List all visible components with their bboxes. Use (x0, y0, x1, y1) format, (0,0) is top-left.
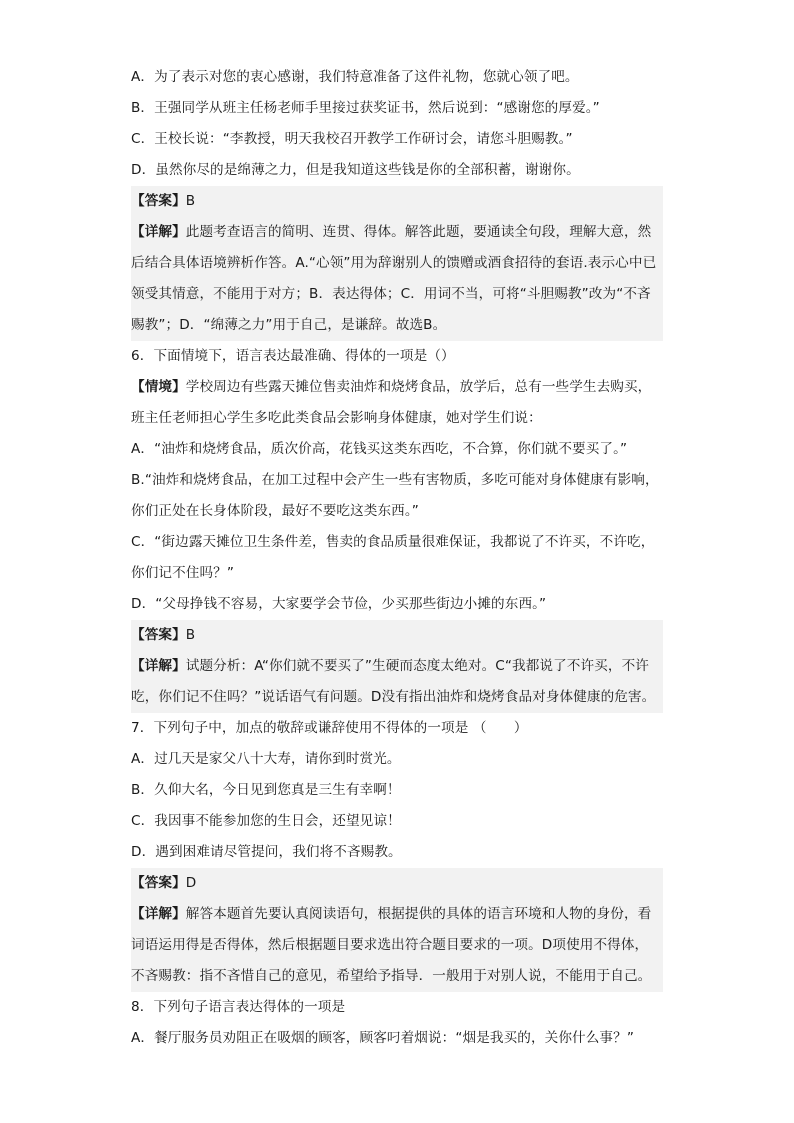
q7-explain-line (131, 899, 663, 930)
explain-text: 此题考查语言的简明、连贯、得体。解答此题，要通读全句段，理解大意，然 (185, 224, 652, 240)
q5-option-d: D．虽然你尽的是绵薄之力，但是我知道这些钱是你的全部积蓄，谢谢你。 (131, 162, 580, 178)
document-content (131, 62, 663, 1054)
q6-answer-block (131, 620, 663, 713)
q7-stem: 7．下列句子中，加点的敬辞或谦辞使用不得体的一项是 （ ） (131, 720, 528, 736)
answer-tag: 【答案】 (131, 627, 186, 643)
q6-explain-line: 吃，你们记不住吗？”说话语气有问题。D没有指出油炸和烧烤食品对身体健康的危害。 (131, 689, 656, 705)
q5-option-c: C．王校长说：“李教授，明天我校召开教学工作研讨会，请您斗胆赐教。” (131, 131, 573, 147)
explain-tag: 【详解】 (131, 658, 186, 674)
q5-answer (131, 186, 663, 217)
answer-value: D (185, 875, 197, 891)
q6-option-b: B.“油炸和烧烤食品，在加工过程中会产生一些有害物质，多吃可能对身体健康有影响， (131, 472, 659, 488)
context-text: 学校周边有些露天摊位售卖油炸和烧烤食品，放学后，总有一些学生去购买， (185, 379, 652, 395)
q5-answer-block (131, 186, 663, 341)
q5-explain-line: 后结合具体语境辨析作答。A.“心领”用为辞谢别人的馈赠或酒食招待的套语.表示心中已 (131, 255, 657, 271)
q8-option-a: A．餐厅服务员劝阻正在吸烟的顾客，顾客叼着烟说：“烟是我买的，关你什么事？” (131, 1030, 634, 1046)
q5-option-b: B．王强同学从班主任杨老师手里接过获奖证书，然后说到：“感谢您的厚爱。” (131, 100, 600, 116)
answer-value: B (185, 193, 196, 209)
context-tag: 【情境】 (131, 379, 186, 395)
q6-stem: 6．下面情境下，语言表达最准确、得体的一项是（） (131, 348, 455, 364)
q6-option-c-cont: 你们记不住吗？” (131, 565, 234, 581)
q6-option-b-cont: 你们正处在长身体阶段，最好不要吃这类东西。” (131, 503, 419, 519)
q6-option-d: D．“父母挣钱不容易，大家要学会节俭，少买那些街边小摊的东西。” (131, 596, 547, 612)
q7-explain-line: 不吝赐教：指不吝惜自己的意见，希望给予指导．一般用于对别人说，不能用于自己。 (131, 968, 652, 984)
q6-context (131, 372, 663, 403)
explain-text: 解答本题首先要认真阅读语句，根据提供的具体的语言环境和人物的身份，看 (185, 906, 652, 922)
explain-tag: 【详解】 (131, 906, 186, 922)
explain-tag: 【详解】 (131, 224, 186, 240)
q6-option-a: A．“油炸和烧烤食品，质次价高，花钱买这类东西吃，不合算，你们就不要买了。” (131, 441, 628, 457)
q5-option-a: A．为了表示对您的衷心感谢，我们特意准备了这件礼物，您就心领了吧。 (131, 69, 579, 85)
q7-option-c: C．我因事不能参加您的生日会，还望见谅！ (131, 813, 401, 829)
q7-option-b: B．久仰大名，今日见到您真是三生有幸啊！ (131, 782, 401, 798)
q7-option-d: D．遇到困难请尽管提问，我们将不吝赐教。 (131, 844, 402, 860)
q7-answer-block (131, 868, 663, 992)
q5-explain-line: 赐教”；D．“绵薄之力”用于自己，是谦辞。故选B。 (131, 317, 447, 333)
q5-explain-line: 领受其情意，不能用于对方；B．表达得体；C．用词不当，可将“斗胆赐教”改为“不吝 (131, 286, 651, 302)
q6-answer (131, 620, 663, 651)
q6-context: 班主任老师担心学生多吃此类食品会影响身体健康，她对学生们说： (131, 410, 542, 426)
explain-text: 试题分析：A“你们就不要买了”生硬而态度太绝对。C“我都说了不许买，不许 (185, 658, 649, 674)
q5-explain-line (131, 217, 663, 248)
q7-option-a: A．过几天是家父八十大寿，请你到时赏光。 (131, 751, 401, 767)
answer-tag: 【答案】 (131, 193, 186, 209)
answer-tag: 【答案】 (131, 875, 186, 891)
q7-answer (131, 868, 663, 899)
q6-option-c: C．“街边露天摊位卫生条件差，售卖的食品质量很难保证，我都说了不许买，不许吃， (131, 534, 655, 550)
answer-value: B (185, 627, 196, 643)
q8-stem: 8．下列句子语言表达得体的一项是 (131, 999, 346, 1015)
q7-explain-line: 词语运用得是否得体，然后根据题目要求选出符合题目要求的一项。D项使用不得体， (131, 937, 649, 953)
q6-explain-line (131, 651, 663, 682)
